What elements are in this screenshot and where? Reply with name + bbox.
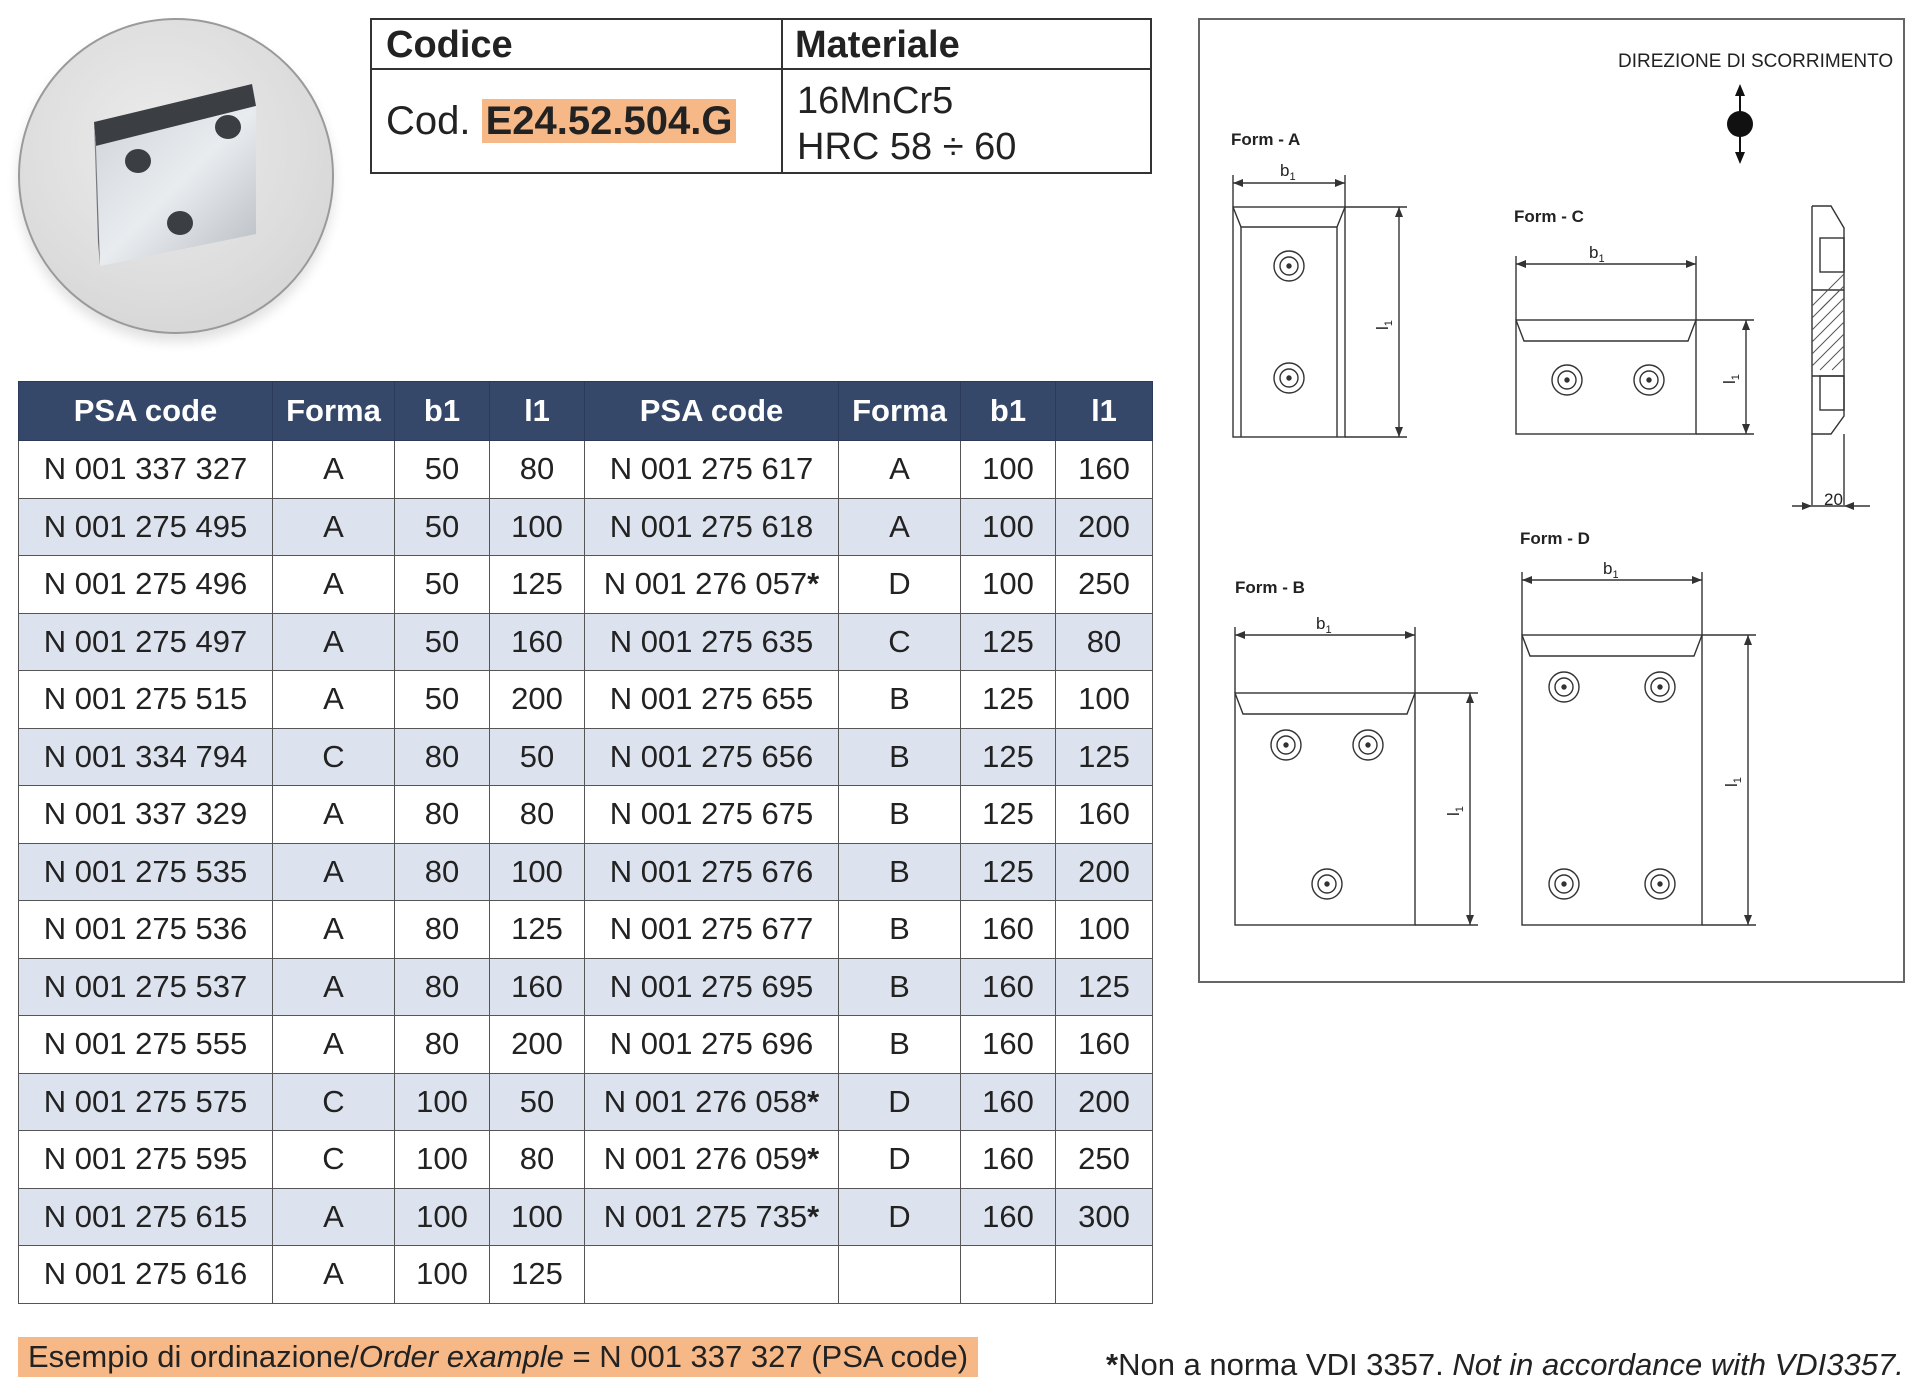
table-cell: 100 [395,1246,490,1304]
product-photo [18,18,334,334]
table-cell: 50 [490,728,585,786]
form-c-plate [1516,320,1696,434]
table-cell: B [839,728,961,786]
table-cell: D [839,556,961,614]
table-cell: 125 [961,843,1056,901]
form-b-plate [1235,693,1415,925]
table-cell: 80 [490,441,585,499]
table-row [19,441,1153,499]
technical-drawing [1198,18,1905,983]
table-row [19,728,1153,786]
table-cell: 125 [490,1246,585,1304]
form-c-l-sub: 1 [1730,374,1742,381]
table-row [19,556,1153,614]
table-cell: 160 [1056,786,1153,844]
table-cell: A [273,843,395,901]
table-cell: 100 [395,1131,490,1189]
svg-text:l1 [1722,777,1744,787]
table-cell: 50 [395,613,490,671]
table-cell: 160 [961,1131,1056,1189]
form-d-l-label: l [1722,783,1741,787]
table-cell: 125 [961,671,1056,729]
table-cell: B [839,1016,961,1074]
table-cell: 50 [395,556,490,614]
form-c-b-sub: 1 [1598,253,1605,265]
form-a-b-sub: 1 [1289,171,1296,183]
svg-text:b1 [1316,614,1332,636]
svg-text:b1 [1280,161,1296,183]
table-cell: A [273,958,395,1016]
code-value: E24.52.504.G [482,99,737,143]
table-cell: A [273,1246,395,1304]
svg-text:l1 [1444,806,1466,816]
table-row [19,958,1153,1016]
column-divider [781,20,783,172]
table-cell: C [839,613,961,671]
table-cell: 160 [961,958,1056,1016]
table-row [19,786,1153,844]
table-cell: N 001 275 615 [19,1188,273,1246]
drawing-canvas [1200,20,1907,985]
table-cell: N 001 334 794 [19,728,273,786]
table-cell: 80 [395,901,490,959]
table-cell: A [273,556,395,614]
table-cell: 200 [1056,498,1153,556]
table-cell: 250 [1056,1131,1153,1189]
table-cell: N 001 337 327 [19,441,273,499]
table-cell: 160 [961,901,1056,959]
order-example [18,1337,978,1377]
hole [1549,672,1579,702]
form-b-b-label: b [1316,614,1326,633]
table-cell: A [273,613,395,671]
table-cell: N 001 275 635 [585,613,839,671]
table-cell: 100 [395,1188,490,1246]
table-cell: N 001 275 595 [19,1131,273,1189]
table-cell: N 001 276 057* [585,556,839,614]
table-cell: N 001 275 515 [19,671,273,729]
table-cell: N 001 337 329 [19,786,273,844]
form-b-b-sub: 1 [1325,624,1332,636]
table-row [19,1188,1153,1246]
form-d-b-label: b [1603,559,1613,578]
table-cell: 125 [1056,728,1153,786]
svg-text:l1 [1373,320,1395,330]
hole [1552,365,1582,395]
table-cell: B [839,786,961,844]
table-cell: 80 [395,728,490,786]
table-cell: C [273,1131,395,1189]
col-b1: b1 [395,382,490,441]
form-a-label: Form - A [1231,130,1301,149]
form-c-b-label: b [1589,243,1599,262]
table-cell: 50 [395,498,490,556]
table-row [19,1246,1153,1304]
form-c-l-label: l [1720,380,1739,384]
table-cell: 160 [1056,1016,1153,1074]
table-cell: 125 [961,786,1056,844]
material-text [797,78,1016,170]
table-row [19,1073,1153,1131]
table-row [19,671,1153,729]
hole [1274,363,1304,393]
table-cell: B [839,843,961,901]
table-cell: 160 [961,1188,1056,1246]
table-cell: 80 [395,1016,490,1074]
table-cell: A [273,1016,395,1074]
side-section [1812,206,1844,434]
table-cell: A [273,441,395,499]
table-row [19,901,1153,959]
table-cell: A [273,786,395,844]
table-cell: 50 [490,1073,585,1131]
col-forma-2: Forma [839,382,961,441]
table-cell: 50 [395,671,490,729]
order-prefix: Esempio di ordinazione/ [28,1339,359,1374]
form-b-l-label: l [1444,812,1463,816]
table-cell: 100 [490,1188,585,1246]
direction-label: DIREZIONE DI SCORRIMENTO [1618,51,1894,72]
form-a-l-label: l [1373,326,1392,330]
table-cell: 200 [1056,1073,1153,1131]
table-cell: N 001 276 058* [585,1073,839,1131]
codice-header: Codice [372,20,781,70]
table-cell: 80 [395,958,490,1016]
direction-arrow-icon [1727,84,1753,164]
form-d-label: Form - D [1520,529,1590,548]
form-a-l-sub: 1 [1383,320,1395,327]
hole [1312,869,1342,899]
table-cell: 80 [395,843,490,901]
table-cell: N 001 275 535 [19,843,273,901]
table-cell: 100 [961,441,1056,499]
note-italic: Not in accordance with VDI3357. [1452,1347,1904,1382]
note-plain: Non a norma VDI 3357. [1118,1347,1453,1382]
materiale-header: Materiale [781,20,1150,70]
table-cell: 160 [1056,441,1153,499]
table-cell: N 001 275 676 [585,843,839,901]
table-cell: N 001 275 575 [19,1073,273,1131]
table-cell: 80 [395,786,490,844]
table-cell: N 001 275 677 [585,901,839,959]
table-cell: N 001 275 735* [585,1188,839,1246]
table-cell: 160 [961,1073,1056,1131]
table-cell: A [273,671,395,729]
form-a-plate [1233,207,1345,437]
table-cell: A [273,498,395,556]
table-cell: N 001 275 675 [585,786,839,844]
table-cell: N 001 275 536 [19,901,273,959]
table-row [19,843,1153,901]
table-cell: B [839,671,961,729]
table-cell: C [273,728,395,786]
vdi-note [1106,1345,1904,1385]
cod-prefix: Cod. [386,99,471,143]
table-cell: 80 [490,1131,585,1189]
table-cell: 80 [1056,613,1153,671]
svg-text:l1 [1720,374,1742,384]
material-hardness: HRC 58 ÷ 60 [797,126,1017,168]
table-cell: 100 [395,1073,490,1131]
table-header-row [19,382,1153,441]
table-cell: 200 [490,671,585,729]
col-psa-code-2: PSA code [585,382,839,441]
table-cell: D [839,1073,961,1131]
table-cell: 160 [490,958,585,1016]
col-b1-2: b1 [961,382,1056,441]
col-forma: Forma [273,382,395,441]
table-cell: 100 [1056,671,1153,729]
hole [1645,869,1675,899]
table-cell: N 001 275 495 [19,498,273,556]
table-cell: N 001 275 618 [585,498,839,556]
table-cell [961,1246,1056,1304]
table-cell: N 001 275 656 [585,728,839,786]
form-b-label: Form - B [1235,578,1305,597]
table-cell: N 001 275 537 [19,958,273,1016]
note-star: * [1106,1347,1119,1382]
table-cell: N 001 275 555 [19,1016,273,1074]
table-cell: 200 [490,1016,585,1074]
product-code [386,96,736,146]
table-cell: 125 [490,901,585,959]
col-l1-2: l1 [1056,382,1153,441]
table-cell: A [839,441,961,499]
table-cell: N 001 275 496 [19,556,273,614]
table-cell [839,1246,961,1304]
table-row [19,1016,1153,1074]
thickness-dimension: 20 [1824,490,1843,509]
table-cell: N 001 275 695 [585,958,839,1016]
form-a-b-label: b [1280,161,1290,180]
table-cell: D [839,1188,961,1246]
svg-text:b1 [1589,243,1605,265]
table-cell: N 001 275 655 [585,671,839,729]
table-cell: B [839,901,961,959]
hole [1549,869,1579,899]
hole [1353,730,1383,760]
table-cell: 80 [490,786,585,844]
table-cell: 300 [1056,1188,1153,1246]
table-cell: A [273,1188,395,1246]
table-row [19,1131,1153,1189]
table-cell: 100 [1056,901,1153,959]
order-value: = N 001 337 327 (PSA code) [563,1339,969,1374]
table-cell: N 001 275 497 [19,613,273,671]
table-cell: 100 [961,498,1056,556]
material-grade: 16MnCr5 [797,80,954,122]
order-italic: Order example [358,1339,564,1374]
table-row [19,498,1153,556]
table-cell: 50 [395,441,490,499]
hole [1634,365,1664,395]
table-cell: B [839,958,961,1016]
table-cell [1056,1246,1153,1304]
table-cell: 160 [490,613,585,671]
wear-plate-image [20,20,332,332]
table-cell: N 001 276 059* [585,1131,839,1189]
table-cell: 250 [1056,556,1153,614]
table-cell [585,1246,839,1304]
table-cell: 125 [961,728,1056,786]
table-cell: 100 [490,498,585,556]
table-cell: 100 [490,843,585,901]
form-c-label: Form - C [1514,207,1584,226]
table-cell: N 001 275 696 [585,1016,839,1074]
table-cell: A [273,901,395,959]
table-cell: N 001 275 616 [19,1246,273,1304]
form-d-l-sub: 1 [1732,777,1744,784]
table-cell: C [273,1073,395,1131]
col-l1: l1 [490,382,585,441]
table-cell: 125 [961,613,1056,671]
psa-code-table [18,381,1153,1304]
form-b-l-sub: 1 [1454,806,1466,813]
table-row [19,613,1153,671]
table-cell: A [839,498,961,556]
table-cell: 125 [490,556,585,614]
code-material-box [370,18,1152,174]
col-psa-code: PSA code [19,382,273,441]
hole [1645,672,1675,702]
hole [1274,251,1304,281]
table-cell: N 001 275 617 [585,441,839,499]
svg-text:b1 [1603,559,1619,581]
form-d-b-sub: 1 [1612,569,1619,581]
table-cell: 160 [961,1016,1056,1074]
table-cell: 125 [1056,958,1153,1016]
hole [1271,730,1301,760]
table-cell: 100 [961,556,1056,614]
table-cell: D [839,1131,961,1189]
table-cell: 200 [1056,843,1153,901]
